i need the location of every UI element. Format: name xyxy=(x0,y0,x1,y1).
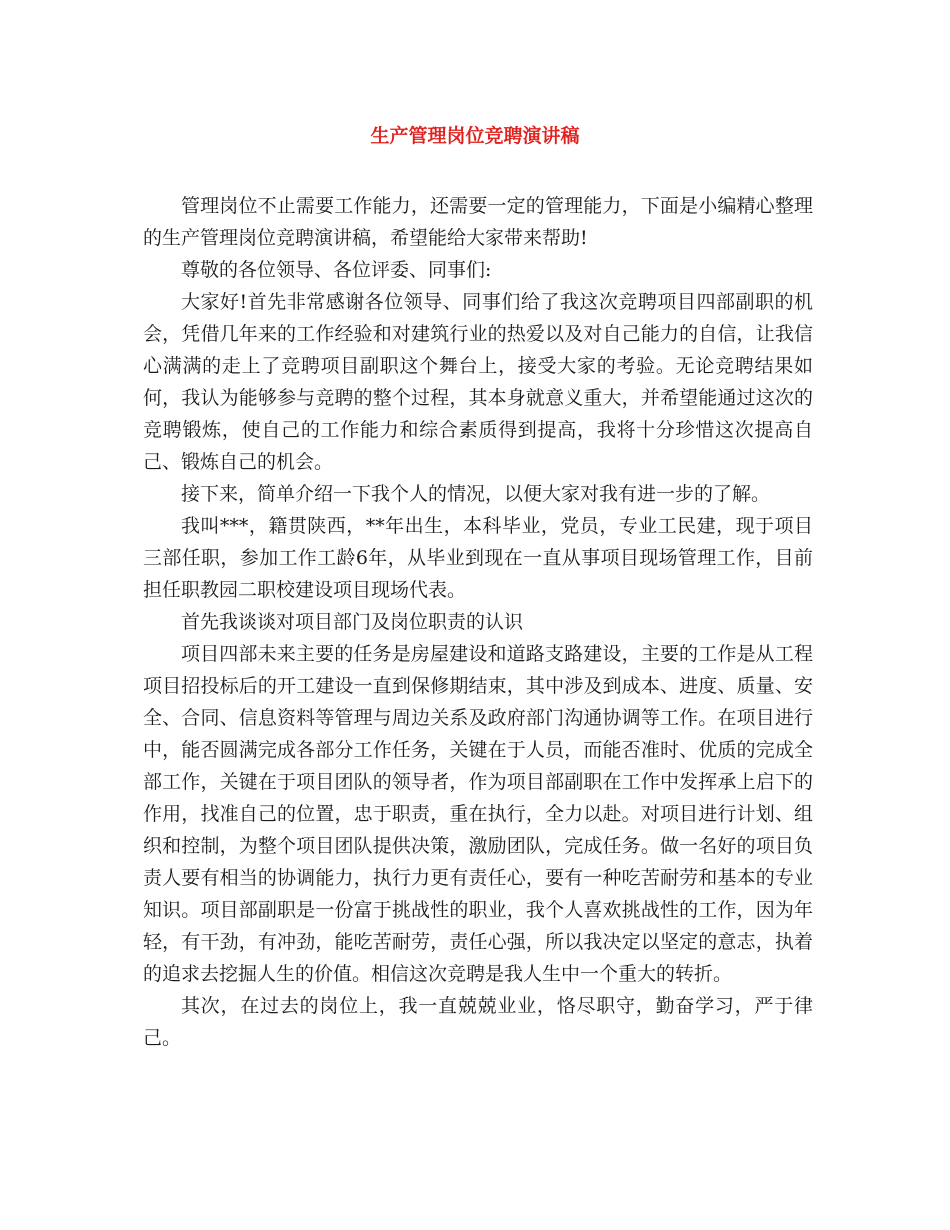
paragraph-section-heading: 首先我谈谈对项目部门及岗位职责的认识 xyxy=(181,611,524,633)
document-body xyxy=(143,190,813,1054)
paragraph-self-introduction: 我叫***，籍贯陕西，**年出生，本科毕业，党员，专业工民建，现于项目三部任职，参加工作工龄6年，从毕业到现在一直从事项目现场管理工作，目前担任职教园二职校建设项目现场代表。 xyxy=(143,515,813,601)
paragraph-responsibilities: 项目四部未来主要的任务是房屋建设和道路支路建设，主要的工作是从工程项目招投标后的开工建设一直到保修期结束，其中涉及到成本、进度、质量、安全、合同、信息资料等管理与周边关系及政府部门沟通协调等工作。在项目进行中，能否圆满完成各部分工作任务，关键在于人员，而能否准时、优质的完成全部工作，关键在于项目团队的领导者，作为项目部副职在工作中发挥承上启下的作用，找准自己的位置，忠于职责，重在执行，全力以赴。对项目进行计划、组织和控制，为整个项目团队提供决策，激励团队，完成任务。做一名好的项目负责人要有相当的协调能力，执行力更有责任心，要有一种吃苦耐劳和基本的专业知识。项目部副职是一份富于挑战性的职业，我个人喜欢挑战性的工作，因为年轻，有干劲，有冲劲，能吃苦耐劳，责任心强，所以我决定以坚定的意志，执着的追求去挖掘人生的价值。相信这次竞聘是我人生中一个重大的转折。 xyxy=(143,643,813,985)
paragraph-salutation: 尊敬的各位领导、各位评委、同事们: xyxy=(181,259,492,281)
document-title: 生产管理岗位竞聘演讲稿 xyxy=(370,125,580,147)
paragraph-intro: 管理岗位不止需要工作能力，还需要一定的管理能力，下面是小编精心整理的生产管理岗位竞聘演讲稿，希望能给大家带来帮助! xyxy=(143,195,813,249)
paragraph-past-work: 其次，在过去的岗位上，我一直兢兢业业，恪尽职守，勤奋学习，严于律己。 xyxy=(143,995,813,1049)
paragraph-greeting: 大家好!首先非常感谢各位领导、同事们给了我这次竞聘项目四部副职的机会，凭借几年来的工作经验和对建筑行业的热爱以及对自己能力的自信，让我信心满满的走上了竞聘项目副职这个舞台上，接受大家的考验。无论竞聘结果如何，我认为能够参与竞聘的整个过程，其本身就意义重大，并希望能通过这次的竞聘锻炼，使自己的工作能力和综合素质得到提高，我将十分珍惜这次提高自己、锻炼自己的机会。 xyxy=(143,291,813,473)
paragraph-transition: 接下来，简单介绍一下我个人的情况，以便大家对我有进一步的了解。 xyxy=(181,483,771,505)
